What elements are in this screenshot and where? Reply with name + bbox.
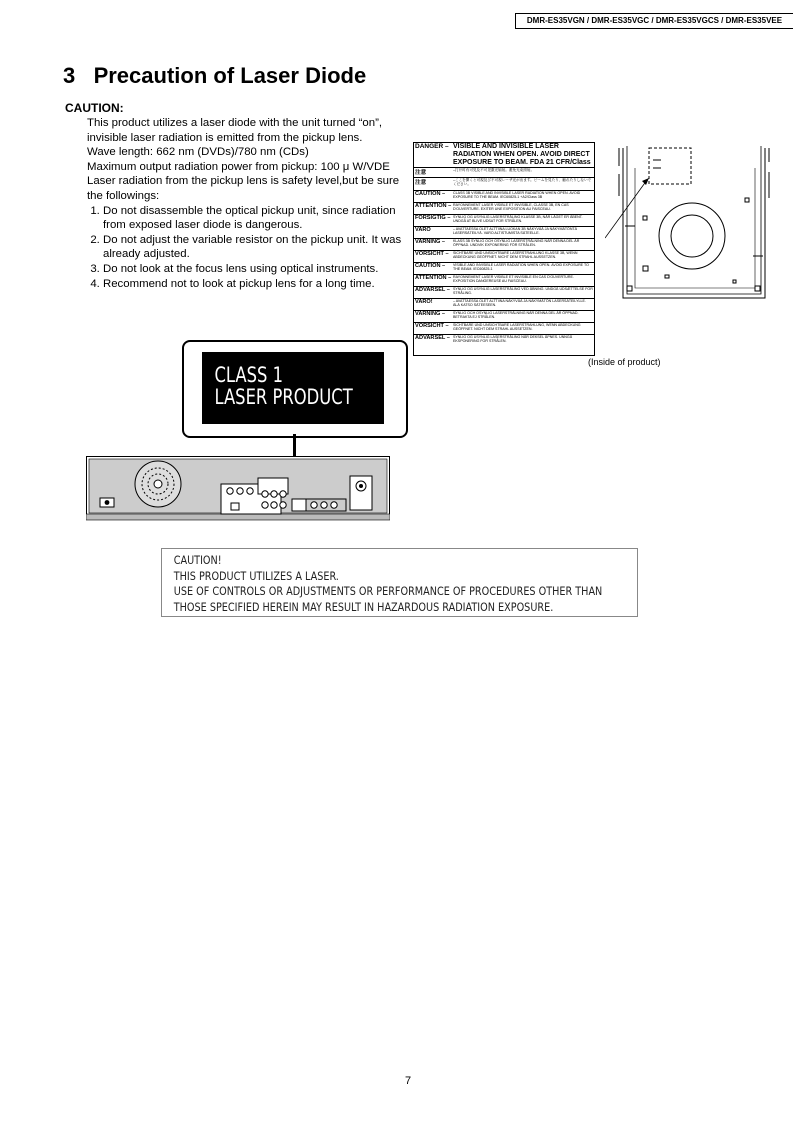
warning-key: 注意 (415, 180, 427, 186)
warning-text: SYNLIG OG USYNLIG LASERSTRÅLING KLASSE 3B, NÅR LÅGET ER ÅBENT. UNDGÅ AT BLIVE UDSAT FOR STRÅLEN. (453, 215, 583, 224)
warning-key: VARNING – (415, 311, 446, 317)
warning-key: VORSICHT – (415, 323, 449, 329)
warning-key: ADVARSEL – (415, 287, 450, 293)
warning-row (414, 251, 594, 263)
warning-key: VARNING – (415, 239, 446, 245)
caution-power: Maximum output radiation power from pickup: 100 μ W/VDE (87, 160, 390, 173)
precaution-item: 4. Recommend not to look at pickup lens for a long time. (103, 277, 407, 292)
warning-row (414, 275, 594, 287)
warning-row (414, 227, 594, 239)
warning-text: VISIBLE AND INVISIBLE LASER RADIATION WHEN OPEN. AVOID DIRECT EXPOSURE TO BEAM. FDA 21 CFR/Class (453, 143, 591, 166)
caution-body (87, 116, 407, 291)
warning-text: SICHTBARE UND UNSICHTBARE LASERSTRAHLUNG KLASSE 3B, WENN ABDECKUNG GEÖFFNET. NICHT DEM STRAHL AUSSETZEN. (453, 251, 578, 260)
warning-key: DANGER – (415, 143, 449, 150)
warning-text: CLASS 3B VISIBLE AND INVISIBLE LASER RADIATION WHEN OPEN. AVOID EXPOSURE TO THE BEAM. IEC60825-1 +A2/Class 3B (453, 191, 581, 200)
warning-key: CAUTION – (415, 263, 446, 269)
warning-row (414, 178, 594, 191)
fan-grille-icon (135, 461, 181, 507)
inside-product-drawing (605, 138, 785, 304)
warning-key: CAUTION – (415, 191, 446, 197)
warning-row (414, 287, 594, 299)
precaution-item: 2. Do not adjust the variable resistor on the pickup unit. It was already adjusted. (103, 233, 407, 262)
caution-label: CAUTION: (65, 101, 124, 115)
warning-row (414, 239, 594, 251)
laser-warning-label (413, 142, 595, 356)
warning-key: ATTENTION – (415, 203, 452, 209)
warning-text: SICHTBARE UND UNSICHTBARE LASERSTRAHLUNG, WENN ABDECKUNG GEÖFFNET. NICHT DEM STRAHL AUSSETZEN. (453, 323, 581, 332)
warning-key: ATTENTION – (415, 275, 452, 281)
warning-row (414, 143, 594, 168)
class-label-line2: LASER PRODUCT (214, 385, 353, 409)
warning-key: 注意 (415, 170, 427, 176)
warning-text: –ここを開くと可視及び不可視レーザ光が出ます。ビームを見たり、触れたりしないでください。 (453, 178, 592, 187)
warning-text: KLASS 3B SYNLIG OCH OSYNLIG LASERSTRÅLNING NÄR DENNA DEL ÄR ÖPPNAD. UNDVIK EXPONERING FÖR STRÅLEN. (453, 239, 580, 248)
warning-key: VARO (415, 227, 431, 233)
section-title: 3 Precaution of Laser Diode (63, 63, 367, 88)
warning-key: VARO! (415, 299, 433, 305)
warning-text: RAYONNEMENT LASER VISIBLE ET INVISIBLE EN CAS D'OUVERTURE. EXPOSITION DANGEREUSE AU FAISCEAU. (453, 275, 574, 284)
warning-key: ADVARSEL – (415, 335, 450, 341)
warning-row (414, 311, 594, 323)
warning-text: VISIBLE AND INVISIBLE LASER RADIATION WHEN OPEN. AVOID EXPOSURE TO THE BEAM. IEC60825-1 (453, 263, 589, 272)
warning-row (414, 335, 594, 347)
warning-row (414, 203, 594, 215)
warning-row (414, 299, 594, 311)
caution-notice-line: USE OF CONTROLS OR ADJUSTMENTS OR PERFORMANCE OF PROCEDURES OTHER THAN (173, 584, 603, 598)
warning-row (414, 323, 594, 335)
rear-panel-drawing (86, 456, 390, 522)
warning-key: FORSIGTIG – (415, 215, 451, 221)
caution-notice-line: THIS PRODUCT UTILIZES A LASER. (173, 568, 339, 583)
caution-notice-line: CAUTION! (173, 553, 222, 567)
page-number: 7 (405, 1075, 412, 1087)
warning-row (414, 263, 594, 275)
warning-text: – AVATTAESSA OLET ALTTIINA NÄKYVÄÄ JA NÄKYMÄTÖN LASERSÄTEILYLLE. ÄLÄ KATSO SÄTEESEEN. (453, 299, 586, 308)
caution-notice-box (161, 548, 638, 617)
caution-safety: Laser radiation from the pickup lens is safety level,but be sure the followings: (87, 175, 400, 202)
warning-row (414, 191, 594, 203)
class-1-laser-label (202, 352, 384, 424)
precaution-list (87, 204, 407, 292)
warning-text: – AVATTAESSA OLET ALTTIINA LUOKAN 3B NÄKYVÄÄ JA NÄKYMÄTÖNTÄ LASERSÄTEILYÄ. VARO ALTISTUMISTA SÄTEELLE. (453, 227, 578, 236)
warning-key: VORSICHT – (415, 251, 449, 257)
caution-intro: This product utilizes a laser diode with the unit turned “on”, invisible laser radiation is emitted from the pickup lens. (87, 117, 383, 144)
class-label-line1: CLASS 1 (214, 363, 284, 387)
warning-text: SYNLIG OG USYNLIG LASERSTRÅLING NÅR DEKSEL ÅPNES. UNNGÅ EKSPONERING FOR STRÅLEN. (453, 335, 573, 344)
warning-row (414, 215, 594, 227)
warning-text: SYNLIG OG USYNLIG LASERSTRÅLING VED ÅBNING. UNDGÅ UDSÆTTELSE FOR STRÅLING. (453, 287, 593, 296)
caution-wavelength: Wave length: 662 nm (DVDs)/780 nm (CDs) (87, 146, 309, 159)
warning-row (414, 168, 594, 178)
model-header: DMR-ES35VGN / DMR-ES35VGC / DMR-ES35VGCS / DMR-ES35VEE (515, 13, 793, 29)
warning-text: RAYONNEMENT LASER VISIBLE ET INVISIBLE, CLASSE 3B, EN CAS D'OUVERTURE. EXITER UNE EXPOSITION AU FAISCEAU. (453, 203, 569, 212)
warning-text: SYNLIG OCH OSYNLIG LASERSTRÅLNING NÄR DENNA DEL ÄR ÖPPNAD. BETRAKTA EJ STRÅLEN. (453, 311, 579, 320)
warning-text: –打开时有可见及不可见激光辐射。避免光束照射。 (453, 168, 535, 172)
precaution-item: 3. Do not look at the focus lens using optical instruments. (103, 262, 407, 277)
inside-product-caption: (Inside of product) (588, 357, 661, 367)
precaution-item: 1. Do not disassemble the optical pickup unit, since radiation from exposed laser diode is dangerous. (103, 204, 407, 233)
caution-notice-line: THOSE SPECIFIED HEREIN MAY RESULT IN HAZARDOUS RADIATION EXPOSURE. (173, 599, 554, 614)
